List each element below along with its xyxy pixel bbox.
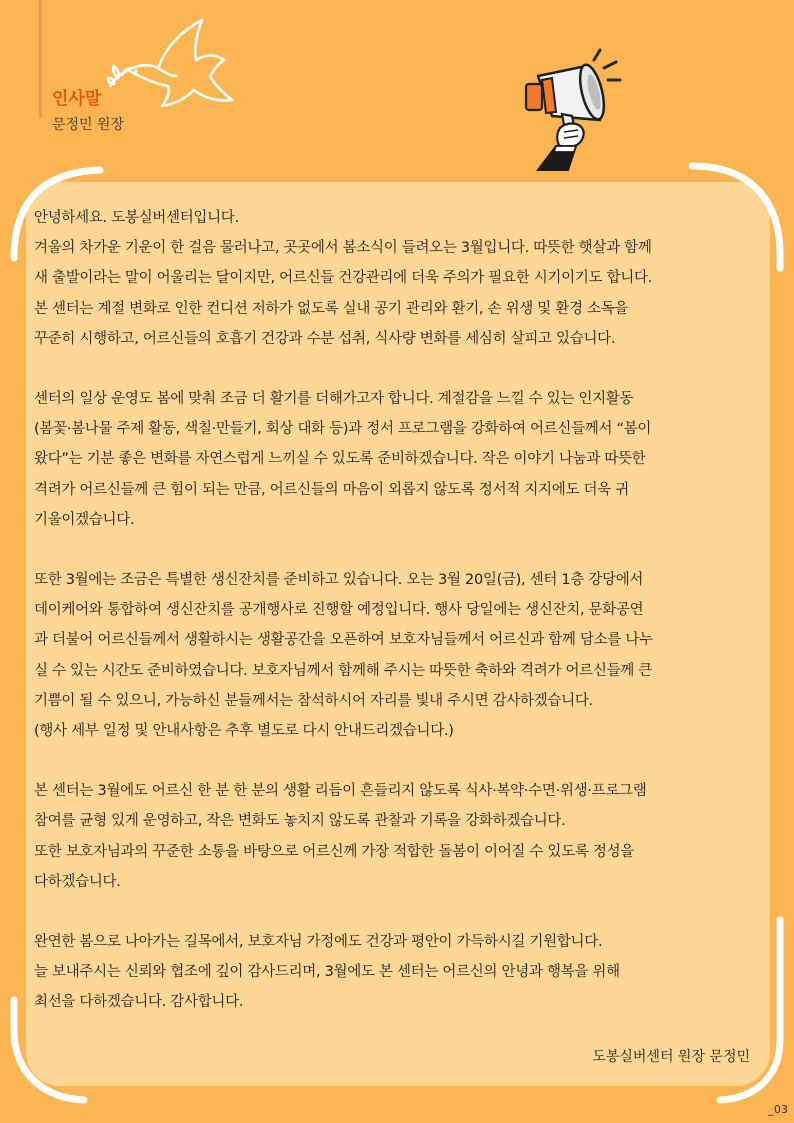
paragraph-line: (봄꽃·봄나물 주제 활동, 색칠·만들기, 회상 대화 등)과 정서 프로그램을 강화하여 어르신들께서 “봄이 (34, 421, 652, 438)
paragraph-line: 실 수 있는 시간도 준비하였습니다. 보호자님께서 함께해 주시는 따뜻한 축하와 격려가 어르신들께 큰 (34, 662, 653, 679)
paragraph-line: 꾸준히 시행하고, 어르신들의 호흡기 건강과 수분 섭취, 식사량 변화를 세심히 살피고 있습니다. (34, 330, 616, 347)
paragraph-line: 참여를 균형 있게 운영하고, 작은 변화도 놓치지 않도록 관찰과 기록을 강화하겠습니다. (34, 813, 566, 830)
page-number: _03 (768, 1103, 788, 1116)
paragraph-line: 과 더불어 어르신들께서 생활하시는 생활공간을 오픈하여 보호자님들께서 어르신과 함께 담소를 나누 (34, 632, 653, 649)
paragraph-line: 기쁨이 될 수 있으니, 가능하신 분들께서는 참석하시어 자리를 빛내 주시면 감사하겠습니다. (34, 692, 593, 709)
paragraph-line: 또한 3월에는 조금은 특별한 생신잔치를 준비하고 있습니다. 오는 3월 20일(금), 센터 1층 강당에서 (34, 572, 644, 589)
paragraph-line: 최선을 다하겠습니다. 감사합니다. (34, 994, 244, 1011)
page-title: 인사말 (52, 89, 102, 109)
paragraph-line: (행사 세부 일정 및 안내사항은 추후 별도로 다시 안내드리겠습니다.) (34, 723, 454, 740)
greeting-paragraph (34, 203, 764, 354)
paragraph-line: 기울이겠습니다. (34, 511, 135, 528)
paragraph-line: 늘 보내주시는 신뢰와 협조에 깊이 감사드리며, 3월에도 본 센터는 어르신의 안녕과 행복을 위해 (34, 964, 620, 981)
paragraph-line: 본 센터는 3월에도 어르신 한 분 한 분의 생활 리듬이 흔들리지 않도록 식사·복약·수면·위생·프로그램 (34, 783, 647, 800)
closing-paragraph (34, 927, 764, 1018)
signature: 도봉실버센터 원장 문정민 (592, 1049, 750, 1065)
page-subtitle: 문정민 원장 (52, 117, 125, 133)
care-paragraph (34, 776, 764, 897)
activities-paragraph (34, 384, 764, 535)
paragraph-line: 센터의 일상 운영도 봄에 맞춰 조금 더 활기를 더해가고자 합니다. 계절감을 느낄 수 있는 인지활동 (34, 391, 634, 408)
paragraph-line: 새 출발이라는 말이 어울리는 달이지만, 어르신들 건강관리에 더욱 주의가 필요한 시기이기도 합니다. (34, 270, 653, 287)
paragraph-line: 데이케어와 통합하여 생신잔치를 공개행사로 진행할 예정입니다. 행사 당일에는 생신잔치, 문화공연 (34, 602, 644, 619)
paragraph-line: 왔다”는 기분 좋은 변화를 자연스럽게 느끼실 수 있도록 준비하겠습니다. 작은 이야기 나눔과 따뜻한 (34, 451, 646, 468)
paragraph-line: 겨울의 차가운 기운이 한 걸음 물러나고, 곳곳에서 봄소식이 들려오는 3월입니다. 따뜻한 햇살과 함께 (34, 240, 652, 257)
birthday-event-paragraph (34, 565, 764, 746)
paragraph-line: 격려가 어르신들께 큰 힘이 되는 만큼, 어르신들의 마음이 외롭지 않도록 정서적 지지에도 더욱 귀 (34, 481, 629, 498)
paragraph-line: 본 센터는 계절 변화로 인한 컨디션 저하가 없도록 실내 공기 관리와 환기, 손 위생 및 환경 소독을 (34, 300, 629, 317)
letter-body (34, 203, 764, 1048)
paragraph-line: 완연한 봄으로 나아가는 길목에서, 보호자님 가정에도 건강과 평안이 가득하시길 기원합니다. (34, 934, 603, 951)
greeting-line: 안녕하세요. 도봉실버센터입니다. (34, 210, 239, 226)
paragraph-line: 또한 보호자님과의 꾸준한 소통을 바탕으로 어르신께 가장 적합한 돌봄이 이어질 수 있도록 정성을 (34, 843, 634, 860)
paragraph-line: 다하겠습니다. (34, 873, 121, 890)
